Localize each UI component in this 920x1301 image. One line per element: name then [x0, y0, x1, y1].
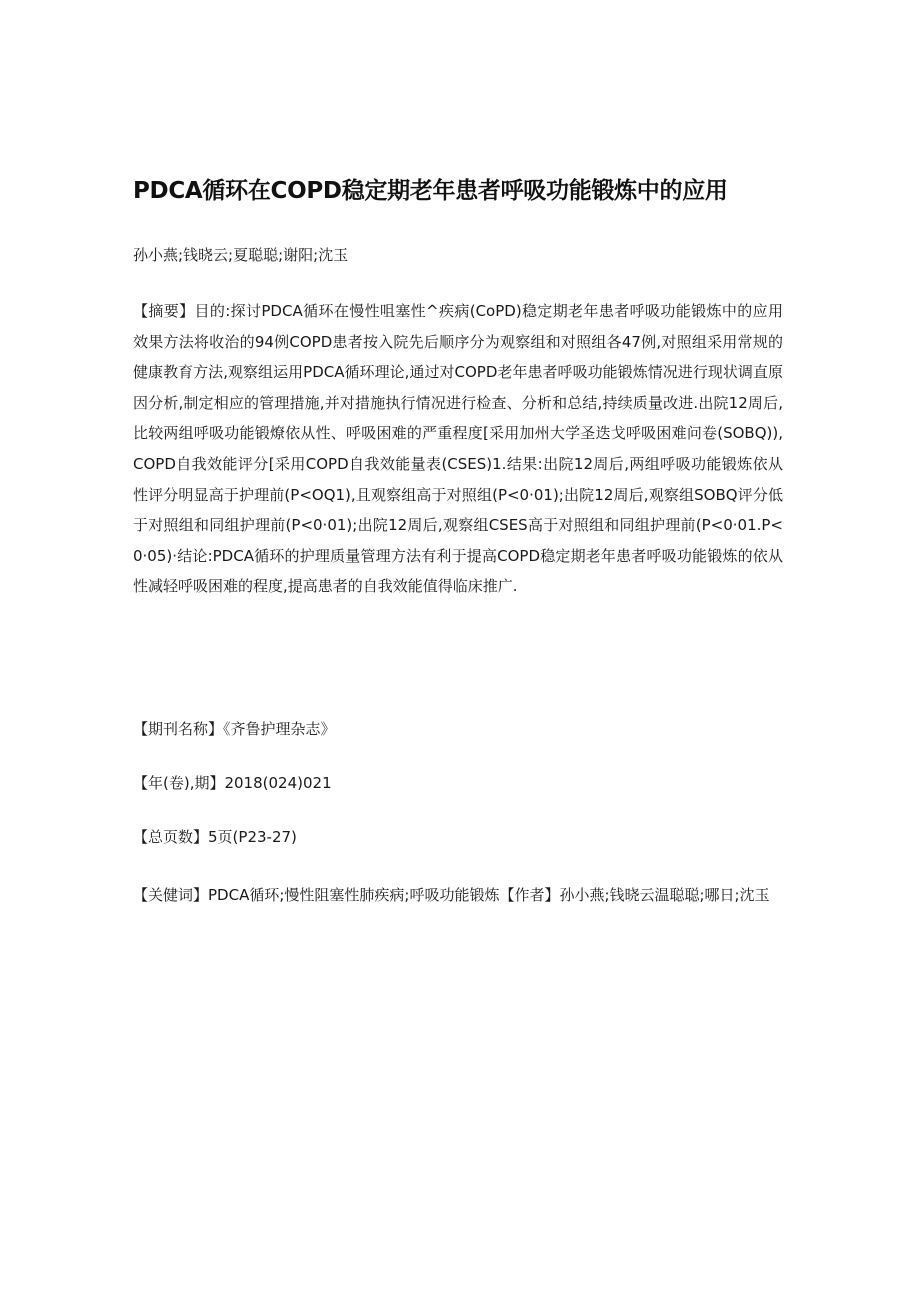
- journal-name: 【期刊名称】《齐鲁护理杂志》: [133, 720, 336, 738]
- keywords-authors-paragraph: 【关健词】PDCA循环;慢性阻塞性肺疾病;呼吸功能锻炼【作者】孙小燕;钱晓云温聪聪;哪日;沈玉: [133, 886, 770, 904]
- document-title: PDCA循环在COPD稳定期老年患者呼吸功能锻炼中的应用: [133, 178, 728, 204]
- abstract-paragraph: 【摘要】目的:探讨PDCA循环在慢性咀塞性^疾病(CoPD)稳定期老年患者呼吸功能锻炼中的应用效果方法将收治的94例COPD患者按入院先后顺序分为观察组和对照组各47例,对照组采用常规的健康教育方法,观察组运用PDCA循环理论,通过对COPD老年患者呼吸功能锻炼情况进行现状调直原因分析,制定相应的管理措施,并对措施执行情况进行检查、分析和总结,持续质量改进.出院12周后,比较两组呼吸功能锻燎依从性、呼吸困难的严重程度[采用加州大学圣迭戈呼吸困难问卷(SOBQ)),COPD自我效能评分[采用COPD自我效能量表(CSES)1.结果:出院12周后,两组呼吸功能锻炼依从性评分明显高于护理前(P<OQ1),且观察组高于对照组(P<0·01);出院12周后,观察组SOBQ评分低于对照组和同组护理前(P<0·01);出院12周后,观察组CSES高于对照组和同组护理前(P<0·01.P<0·05)·结论:PDCA循环的护理质量管理方法有利于提高COPD稳定期老年患者呼吸功能锻炼的依从性减轻呼吸困难的程度,提高患者的自我效能值得临床推广.: [133, 302, 783, 596]
- author-list: 孙小燕;钱晓云;夏聪聪;谢阳;沈玉: [133, 246, 349, 264]
- total-pages: 【总页数】5页(P23-27): [133, 828, 297, 846]
- year-volume-issue: 【年(卷),期】2018(024)021: [133, 774, 332, 792]
